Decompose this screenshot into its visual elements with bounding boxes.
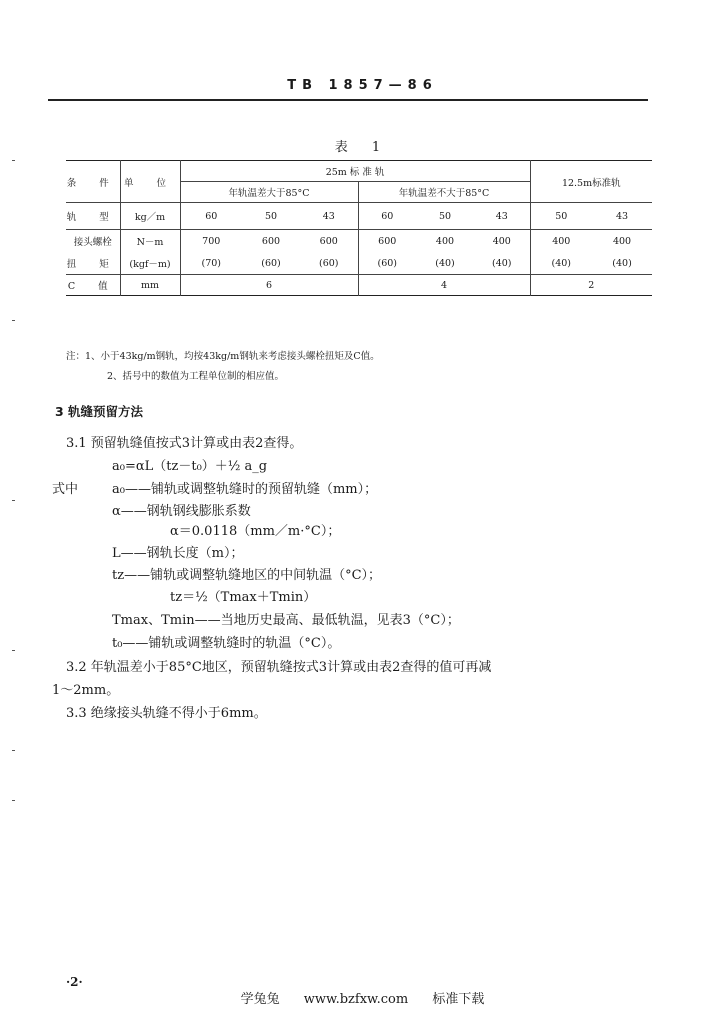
table-title: 表 1 — [334, 140, 391, 155]
cell: (40) — [474, 252, 530, 275]
footer-slogan: 标准下载 — [432, 992, 485, 1007]
def-L: L——钢轨长度（m）； — [112, 546, 244, 561]
row-rail-unit: kg／m — [120, 203, 180, 230]
row-torque-unit2: (kgf－m) — [120, 252, 180, 275]
watermark-footer — [0, 988, 725, 1007]
header-12.5m-rail: 12.5m标准轨 — [530, 161, 652, 203]
cell: 50 — [264, 210, 278, 222]
def-alpha-value: α＝0.0118（mm／m·°C）； — [170, 524, 341, 539]
header-25m-rail: 25m 标 准 轨 — [180, 161, 530, 182]
header-unit: 单 位 — [120, 161, 180, 203]
def-t0: t₀——铺轨或调整轨缝时的轨温（°C）。 — [112, 636, 341, 651]
row-torque-label2: 扭 矩 — [66, 252, 120, 275]
standard-code: TB 1857—86 — [287, 78, 438, 93]
def-tmax-tmin: Tmax、Tmin——当地历史最高、最低轨温，见表3（°C）； — [112, 613, 460, 628]
cell: 700 — [202, 235, 221, 247]
header-diff-gt85: 年轨温差大于85°C — [180, 182, 358, 203]
clause-3-2-cont: 1～2mm。 — [52, 683, 120, 698]
cell: 50 — [555, 210, 568, 222]
cell: (40) — [435, 257, 455, 269]
cell: (60) — [300, 252, 358, 275]
def-tz: tz——铺轨或调整轨缝地区的中间轨温（°C）； — [112, 568, 382, 583]
cell: (40) — [551, 257, 572, 269]
def-alpha: α——钢轨钢线膨胀系数 — [112, 504, 251, 519]
formula-3: a₀=αL（tz－t₀）＋½ a_g — [112, 459, 268, 474]
where-label: 式中 — [52, 482, 79, 497]
def-tz-formula: tz＝½（Tmax＋Tmin） — [170, 590, 317, 605]
cell: 2 — [588, 279, 595, 291]
margin-mark — [12, 800, 15, 801]
table-note-1: 注：1、小于43kg/m钢轨，均按43kg/m钢轨来考虑接头螺栓扭矩及C值。 — [66, 351, 380, 362]
cell: 400 — [474, 230, 530, 253]
cell: 43 — [300, 203, 358, 230]
table-note-2: 2、括号中的数值为工程单位制的相应值。 — [107, 371, 285, 382]
footer-site-name: 学兔兔 — [240, 992, 280, 1007]
cell: 400 — [552, 235, 571, 247]
cell: (60) — [261, 257, 281, 269]
row-torque-unit1: N－m — [120, 230, 180, 253]
margin-mark — [12, 320, 15, 321]
cell: (60) — [377, 257, 397, 269]
rail-torque-table — [66, 160, 652, 296]
row-c-label: C 值 — [66, 275, 120, 296]
row-rail-label: 轨 型 — [66, 203, 120, 230]
margin-mark — [12, 750, 15, 751]
cell: 4 — [358, 275, 530, 296]
row-c-unit: mm — [120, 275, 180, 296]
cell: 60 — [205, 210, 218, 222]
header-condition: 条 件 — [66, 161, 120, 203]
footer-url[interactable]: www.bzfxw.com — [303, 992, 409, 1007]
cell: 6 — [180, 275, 358, 296]
clause-3-2: 3.2 年轨温差小于85°C地区，预留轨缝按式3计算或由表2查得的值可再减 — [66, 660, 492, 675]
cell: 50 — [438, 210, 452, 222]
page-number: ·2· — [66, 975, 83, 989]
cell: (70) — [201, 257, 221, 269]
margin-mark — [12, 650, 15, 651]
clause-3-1: 3.1 预留轨缝值按式3计算或由表2查得。 — [66, 436, 303, 451]
header-rule — [48, 99, 648, 101]
cell: 600 — [261, 235, 281, 247]
cell: 43 — [474, 203, 530, 230]
header-diff-le85: 年轨温差不大于85°C — [358, 182, 530, 203]
margin-mark — [12, 500, 15, 501]
cell: (40) — [612, 257, 632, 269]
margin-mark — [12, 160, 15, 161]
section-heading: 3 轨缝预留方法 — [55, 404, 144, 419]
cell: 43 — [615, 210, 629, 222]
cell: 60 — [381, 210, 394, 222]
cell: 400 — [612, 235, 632, 247]
cell: 600 — [300, 230, 358, 253]
cell: 400 — [435, 235, 455, 247]
cell: 600 — [378, 235, 397, 247]
def-a0: a₀——铺轨或调整轨缝时的预留轨缝（mm）； — [112, 482, 378, 497]
row-torque-label1: 接头螺栓 — [66, 230, 120, 253]
clause-3-3: 3.3 绝缘接头轨缝不得小于6mm。 — [66, 706, 267, 721]
